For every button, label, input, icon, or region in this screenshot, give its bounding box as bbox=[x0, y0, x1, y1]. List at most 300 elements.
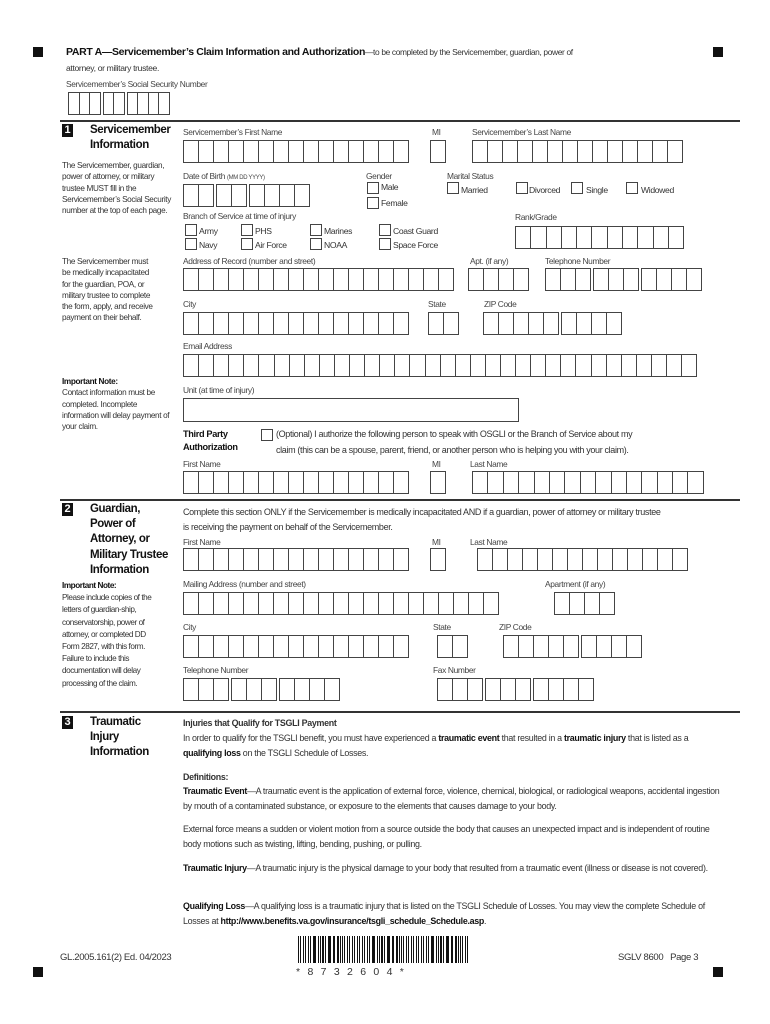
character-box[interactable] bbox=[591, 312, 606, 335]
character-box[interactable] bbox=[560, 354, 575, 377]
character-box[interactable] bbox=[273, 635, 288, 658]
character-box[interactable] bbox=[591, 226, 606, 249]
character-box[interactable] bbox=[318, 635, 333, 658]
character-box[interactable] bbox=[576, 312, 591, 335]
character-box[interactable] bbox=[231, 184, 247, 207]
character-box[interactable] bbox=[228, 312, 243, 335]
character-box[interactable] bbox=[274, 354, 289, 377]
character-box[interactable] bbox=[595, 471, 610, 494]
character-box[interactable] bbox=[183, 140, 198, 163]
character-box[interactable] bbox=[612, 548, 627, 571]
character-box[interactable] bbox=[318, 592, 333, 615]
character-box[interactable] bbox=[483, 312, 498, 335]
character-box[interactable] bbox=[530, 354, 545, 377]
character-box[interactable] bbox=[599, 592, 615, 615]
guardian-city-boxes[interactable] bbox=[183, 635, 411, 658]
character-box[interactable] bbox=[183, 592, 198, 615]
character-box[interactable] bbox=[288, 471, 303, 494]
state-boxes[interactable] bbox=[428, 312, 461, 335]
character-box[interactable] bbox=[198, 268, 213, 291]
character-box[interactable] bbox=[258, 635, 273, 658]
character-box[interactable] bbox=[198, 548, 213, 571]
character-box[interactable] bbox=[213, 592, 228, 615]
character-box[interactable] bbox=[606, 312, 622, 335]
character-box[interactable] bbox=[687, 471, 703, 494]
character-box[interactable] bbox=[408, 268, 423, 291]
character-box[interactable] bbox=[303, 471, 318, 494]
character-box[interactable] bbox=[333, 635, 348, 658]
character-box[interactable] bbox=[575, 354, 590, 377]
branch-space-force-checkbox[interactable] bbox=[379, 238, 391, 250]
marital-married-checkbox[interactable] bbox=[447, 182, 459, 194]
character-box[interactable] bbox=[288, 140, 303, 163]
character-box[interactable] bbox=[183, 312, 198, 335]
character-box[interactable] bbox=[503, 635, 518, 658]
character-box[interactable] bbox=[483, 268, 498, 291]
character-box[interactable] bbox=[428, 312, 443, 335]
character-box[interactable] bbox=[423, 592, 438, 615]
address-boxes[interactable] bbox=[183, 268, 456, 291]
character-box[interactable] bbox=[530, 226, 545, 249]
third-party-authorization-checkbox[interactable] bbox=[261, 429, 273, 441]
character-box[interactable] bbox=[183, 548, 198, 571]
character-box[interactable] bbox=[653, 226, 668, 249]
character-box[interactable] bbox=[333, 268, 348, 291]
character-box[interactable] bbox=[249, 184, 264, 207]
branch-coast-guard-checkbox[interactable] bbox=[379, 224, 391, 236]
character-box[interactable] bbox=[243, 354, 258, 377]
character-box[interactable] bbox=[430, 548, 446, 571]
character-box[interactable] bbox=[394, 354, 409, 377]
character-box[interactable] bbox=[213, 312, 228, 335]
marital-divorced-checkbox[interactable] bbox=[516, 182, 528, 194]
branch-phs-checkbox[interactable] bbox=[241, 224, 253, 236]
character-box[interactable] bbox=[672, 548, 688, 571]
character-box[interactable] bbox=[627, 548, 642, 571]
character-box[interactable] bbox=[228, 635, 243, 658]
character-box[interactable] bbox=[582, 548, 597, 571]
character-box[interactable] bbox=[437, 635, 452, 658]
character-box[interactable] bbox=[198, 184, 214, 207]
apt-boxes[interactable] bbox=[468, 268, 531, 291]
character-box[interactable] bbox=[198, 140, 213, 163]
branch-marines-checkbox[interactable] bbox=[310, 224, 322, 236]
character-box[interactable] bbox=[560, 268, 575, 291]
character-box[interactable] bbox=[348, 592, 363, 615]
character-box[interactable] bbox=[183, 268, 198, 291]
character-box[interactable] bbox=[273, 548, 288, 571]
character-box[interactable] bbox=[127, 92, 138, 115]
character-box[interactable] bbox=[393, 548, 409, 571]
character-box[interactable] bbox=[549, 471, 564, 494]
character-box[interactable] bbox=[288, 268, 303, 291]
character-box[interactable] bbox=[294, 678, 309, 701]
character-box[interactable] bbox=[246, 678, 261, 701]
character-box[interactable] bbox=[563, 678, 578, 701]
character-box[interactable] bbox=[158, 92, 170, 115]
character-box[interactable] bbox=[363, 635, 378, 658]
character-box[interactable] bbox=[279, 678, 294, 701]
character-box[interactable] bbox=[348, 471, 363, 494]
character-box[interactable] bbox=[637, 226, 652, 249]
character-box[interactable] bbox=[228, 354, 243, 377]
character-box[interactable] bbox=[89, 92, 101, 115]
character-box[interactable] bbox=[487, 471, 502, 494]
character-box[interactable] bbox=[468, 268, 483, 291]
character-box[interactable] bbox=[333, 312, 348, 335]
character-box[interactable] bbox=[626, 471, 641, 494]
character-box[interactable] bbox=[213, 140, 228, 163]
ssn-boxes[interactable] bbox=[68, 92, 172, 115]
character-box[interactable] bbox=[303, 548, 318, 571]
character-box[interactable] bbox=[500, 354, 515, 377]
character-box[interactable] bbox=[472, 471, 487, 494]
character-box[interactable] bbox=[183, 471, 198, 494]
character-box[interactable] bbox=[622, 226, 637, 249]
mailing-address-boxes[interactable] bbox=[183, 592, 501, 615]
character-box[interactable] bbox=[564, 471, 579, 494]
character-box[interactable] bbox=[623, 268, 639, 291]
character-box[interactable] bbox=[533, 635, 548, 658]
character-box[interactable] bbox=[363, 592, 378, 615]
character-box[interactable] bbox=[430, 140, 446, 163]
character-box[interactable] bbox=[515, 354, 530, 377]
character-box[interactable] bbox=[148, 92, 159, 115]
character-box[interactable] bbox=[273, 312, 288, 335]
character-box[interactable] bbox=[468, 592, 483, 615]
character-box[interactable] bbox=[548, 635, 563, 658]
character-box[interactable] bbox=[652, 140, 667, 163]
character-box[interactable] bbox=[349, 354, 364, 377]
character-box[interactable] bbox=[213, 354, 228, 377]
character-box[interactable] bbox=[657, 548, 672, 571]
tp-last-name-boxes[interactable] bbox=[472, 471, 706, 494]
character-box[interactable] bbox=[611, 635, 626, 658]
character-box[interactable] bbox=[552, 548, 567, 571]
character-box[interactable] bbox=[452, 678, 467, 701]
character-box[interactable] bbox=[333, 548, 348, 571]
character-box[interactable] bbox=[113, 92, 125, 115]
schedule-of-losses-link[interactable]: http://www.benefits.va.gov/insurance/tsgli_schedule_Schedule.asp bbox=[220, 916, 485, 927]
marital-widowed-checkbox[interactable] bbox=[626, 182, 638, 194]
character-box[interactable] bbox=[515, 226, 530, 249]
character-box[interactable] bbox=[637, 140, 652, 163]
character-box[interactable] bbox=[562, 140, 577, 163]
character-box[interactable] bbox=[378, 635, 393, 658]
character-box[interactable] bbox=[518, 635, 533, 658]
character-box[interactable] bbox=[425, 354, 440, 377]
character-box[interactable] bbox=[348, 140, 363, 163]
character-box[interactable] bbox=[288, 592, 303, 615]
character-box[interactable] bbox=[543, 312, 559, 335]
character-box[interactable] bbox=[485, 354, 500, 377]
character-box[interactable] bbox=[261, 678, 277, 701]
character-box[interactable] bbox=[243, 268, 258, 291]
last-name-boxes[interactable] bbox=[472, 140, 685, 163]
character-box[interactable] bbox=[641, 268, 656, 291]
character-box[interactable] bbox=[656, 268, 671, 291]
character-box[interactable] bbox=[651, 354, 666, 377]
character-box[interactable] bbox=[472, 140, 487, 163]
character-box[interactable] bbox=[513, 268, 529, 291]
character-box[interactable] bbox=[289, 354, 304, 377]
guardian-mi-box[interactable] bbox=[430, 548, 448, 571]
marital-single-checkbox[interactable] bbox=[571, 182, 583, 194]
character-box[interactable] bbox=[561, 226, 576, 249]
character-box[interactable] bbox=[213, 635, 228, 658]
character-box[interactable] bbox=[668, 226, 684, 249]
character-box[interactable] bbox=[593, 268, 608, 291]
character-box[interactable] bbox=[363, 471, 378, 494]
character-box[interactable] bbox=[258, 548, 273, 571]
character-box[interactable] bbox=[213, 678, 229, 701]
branch-army-checkbox[interactable] bbox=[185, 224, 197, 236]
character-box[interactable] bbox=[228, 471, 243, 494]
character-box[interactable] bbox=[545, 268, 560, 291]
character-box[interactable] bbox=[518, 471, 533, 494]
character-box[interactable] bbox=[243, 592, 258, 615]
character-box[interactable] bbox=[183, 678, 198, 701]
character-box[interactable] bbox=[477, 548, 492, 571]
character-box[interactable] bbox=[303, 140, 318, 163]
character-box[interactable] bbox=[548, 678, 563, 701]
character-box[interactable] bbox=[622, 140, 637, 163]
character-box[interactable] bbox=[575, 268, 591, 291]
character-box[interactable] bbox=[584, 592, 599, 615]
character-box[interactable] bbox=[318, 312, 333, 335]
character-box[interactable] bbox=[216, 184, 231, 207]
apartment-boxes[interactable] bbox=[554, 592, 617, 615]
rank-boxes[interactable] bbox=[515, 226, 686, 249]
character-box[interactable] bbox=[592, 140, 607, 163]
character-box[interactable] bbox=[243, 548, 258, 571]
branch-navy-checkbox[interactable] bbox=[185, 238, 197, 250]
character-box[interactable] bbox=[228, 592, 243, 615]
character-box[interactable] bbox=[309, 678, 324, 701]
character-box[interactable] bbox=[483, 592, 499, 615]
character-box[interactable] bbox=[423, 268, 438, 291]
guardian-last-name-boxes[interactable] bbox=[477, 548, 690, 571]
character-box[interactable] bbox=[578, 678, 594, 701]
character-box[interactable] bbox=[443, 312, 459, 335]
character-box[interactable] bbox=[567, 548, 582, 571]
character-box[interactable] bbox=[348, 312, 363, 335]
guardian-first-name-boxes[interactable] bbox=[183, 548, 411, 571]
character-box[interactable] bbox=[621, 354, 636, 377]
character-box[interactable] bbox=[273, 140, 288, 163]
character-box[interactable] bbox=[561, 312, 576, 335]
character-box[interactable] bbox=[273, 592, 288, 615]
character-box[interactable] bbox=[264, 184, 279, 207]
character-box[interactable] bbox=[440, 354, 455, 377]
character-box[interactable] bbox=[607, 226, 622, 249]
guardian-state-boxes[interactable] bbox=[437, 635, 470, 658]
character-box[interactable] bbox=[198, 312, 213, 335]
character-box[interactable] bbox=[438, 268, 454, 291]
character-box[interactable] bbox=[596, 635, 611, 658]
character-box[interactable] bbox=[522, 548, 537, 571]
character-box[interactable] bbox=[258, 140, 273, 163]
character-box[interactable] bbox=[667, 140, 683, 163]
character-box[interactable] bbox=[334, 354, 349, 377]
character-box[interactable] bbox=[393, 140, 409, 163]
character-box[interactable] bbox=[393, 312, 409, 335]
character-box[interactable] bbox=[554, 592, 569, 615]
character-box[interactable] bbox=[318, 471, 333, 494]
character-box[interactable] bbox=[379, 354, 394, 377]
character-box[interactable] bbox=[502, 140, 517, 163]
character-box[interactable] bbox=[213, 548, 228, 571]
character-box[interactable] bbox=[198, 471, 213, 494]
character-box[interactable] bbox=[294, 184, 310, 207]
character-box[interactable] bbox=[279, 184, 294, 207]
character-box[interactable] bbox=[228, 140, 243, 163]
character-box[interactable] bbox=[641, 471, 656, 494]
character-box[interactable] bbox=[438, 592, 453, 615]
character-box[interactable] bbox=[137, 92, 148, 115]
character-box[interactable] bbox=[243, 312, 258, 335]
guardian-zip-boxes[interactable] bbox=[503, 635, 644, 658]
character-box[interactable] bbox=[671, 268, 686, 291]
character-box[interactable] bbox=[470, 354, 485, 377]
zip-boxes[interactable] bbox=[483, 312, 624, 335]
character-box[interactable] bbox=[303, 268, 318, 291]
character-box[interactable] bbox=[378, 140, 393, 163]
character-box[interactable] bbox=[437, 678, 452, 701]
character-box[interactable] bbox=[319, 354, 334, 377]
guardian-phone-boxes[interactable] bbox=[183, 678, 342, 701]
character-box[interactable] bbox=[213, 471, 228, 494]
character-box[interactable] bbox=[228, 268, 243, 291]
character-box[interactable] bbox=[393, 635, 409, 658]
character-box[interactable] bbox=[455, 354, 470, 377]
character-box[interactable] bbox=[303, 592, 318, 615]
character-box[interactable] bbox=[243, 471, 258, 494]
character-box[interactable] bbox=[534, 471, 549, 494]
character-box[interactable] bbox=[103, 92, 114, 115]
character-box[interactable] bbox=[581, 635, 596, 658]
guardian-fax-boxes[interactable] bbox=[437, 678, 596, 701]
character-box[interactable] bbox=[393, 471, 409, 494]
character-box[interactable] bbox=[364, 354, 379, 377]
character-box[interactable] bbox=[546, 226, 561, 249]
character-box[interactable] bbox=[258, 354, 273, 377]
character-box[interactable] bbox=[597, 548, 612, 571]
character-box[interactable] bbox=[657, 471, 672, 494]
mi-box[interactable] bbox=[430, 140, 448, 163]
character-box[interactable] bbox=[243, 635, 258, 658]
character-box[interactable] bbox=[318, 548, 333, 571]
character-box[interactable] bbox=[487, 140, 502, 163]
character-box[interactable] bbox=[642, 548, 657, 571]
character-box[interactable] bbox=[636, 354, 651, 377]
character-box[interactable] bbox=[681, 354, 697, 377]
branch-air-force-checkbox[interactable] bbox=[241, 238, 253, 250]
character-box[interactable] bbox=[324, 678, 340, 701]
unit-input[interactable] bbox=[183, 398, 519, 422]
character-box[interactable] bbox=[672, 471, 687, 494]
character-box[interactable] bbox=[503, 471, 518, 494]
character-box[interactable] bbox=[348, 268, 363, 291]
character-box[interactable] bbox=[363, 140, 378, 163]
character-box[interactable] bbox=[626, 635, 642, 658]
character-box[interactable] bbox=[467, 678, 483, 701]
character-box[interactable] bbox=[243, 140, 258, 163]
character-box[interactable] bbox=[333, 592, 348, 615]
city-boxes[interactable] bbox=[183, 312, 411, 335]
character-box[interactable] bbox=[513, 312, 528, 335]
character-box[interactable] bbox=[183, 635, 198, 658]
character-box[interactable] bbox=[378, 471, 393, 494]
character-box[interactable] bbox=[532, 140, 547, 163]
character-box[interactable] bbox=[258, 592, 273, 615]
character-box[interactable] bbox=[408, 592, 423, 615]
character-box[interactable] bbox=[498, 268, 513, 291]
character-box[interactable] bbox=[611, 471, 626, 494]
character-box[interactable] bbox=[580, 471, 595, 494]
character-box[interactable] bbox=[545, 354, 560, 377]
phone-boxes[interactable] bbox=[545, 268, 704, 291]
character-box[interactable] bbox=[453, 592, 468, 615]
character-box[interactable] bbox=[607, 140, 622, 163]
character-box[interactable] bbox=[378, 592, 393, 615]
character-box[interactable] bbox=[393, 268, 408, 291]
character-box[interactable] bbox=[492, 548, 507, 571]
character-box[interactable] bbox=[378, 268, 393, 291]
character-box[interactable] bbox=[258, 312, 273, 335]
character-box[interactable] bbox=[348, 548, 363, 571]
character-box[interactable] bbox=[198, 354, 213, 377]
character-box[interactable] bbox=[198, 592, 213, 615]
character-box[interactable] bbox=[198, 678, 213, 701]
dob-boxes[interactable] bbox=[183, 184, 312, 207]
character-box[interactable] bbox=[198, 635, 213, 658]
character-box[interactable] bbox=[666, 354, 681, 377]
character-box[interactable] bbox=[318, 140, 333, 163]
character-box[interactable] bbox=[569, 592, 584, 615]
character-box[interactable] bbox=[183, 354, 198, 377]
character-box[interactable] bbox=[517, 140, 532, 163]
character-box[interactable] bbox=[563, 635, 579, 658]
character-box[interactable] bbox=[606, 354, 621, 377]
character-box[interactable] bbox=[348, 635, 363, 658]
character-box[interactable] bbox=[498, 312, 513, 335]
gender-female-checkbox[interactable] bbox=[367, 197, 379, 209]
character-box[interactable] bbox=[318, 268, 333, 291]
character-box[interactable] bbox=[485, 678, 500, 701]
character-box[interactable] bbox=[183, 184, 198, 207]
character-box[interactable] bbox=[378, 548, 393, 571]
character-box[interactable] bbox=[273, 471, 288, 494]
email-boxes[interactable] bbox=[183, 354, 699, 377]
tp-first-name-boxes[interactable] bbox=[183, 471, 411, 494]
character-box[interactable] bbox=[363, 548, 378, 571]
character-box[interactable] bbox=[68, 92, 79, 115]
character-box[interactable] bbox=[507, 548, 522, 571]
character-box[interactable] bbox=[228, 548, 243, 571]
character-box[interactable] bbox=[304, 354, 319, 377]
character-box[interactable] bbox=[79, 92, 90, 115]
character-box[interactable] bbox=[303, 312, 318, 335]
branch-noaa-checkbox[interactable] bbox=[310, 238, 322, 250]
tp-mi-box[interactable] bbox=[430, 471, 448, 494]
character-box[interactable] bbox=[608, 268, 623, 291]
character-box[interactable] bbox=[258, 268, 273, 291]
character-box[interactable] bbox=[393, 592, 408, 615]
character-box[interactable] bbox=[288, 548, 303, 571]
character-box[interactable] bbox=[537, 548, 552, 571]
character-box[interactable] bbox=[288, 635, 303, 658]
